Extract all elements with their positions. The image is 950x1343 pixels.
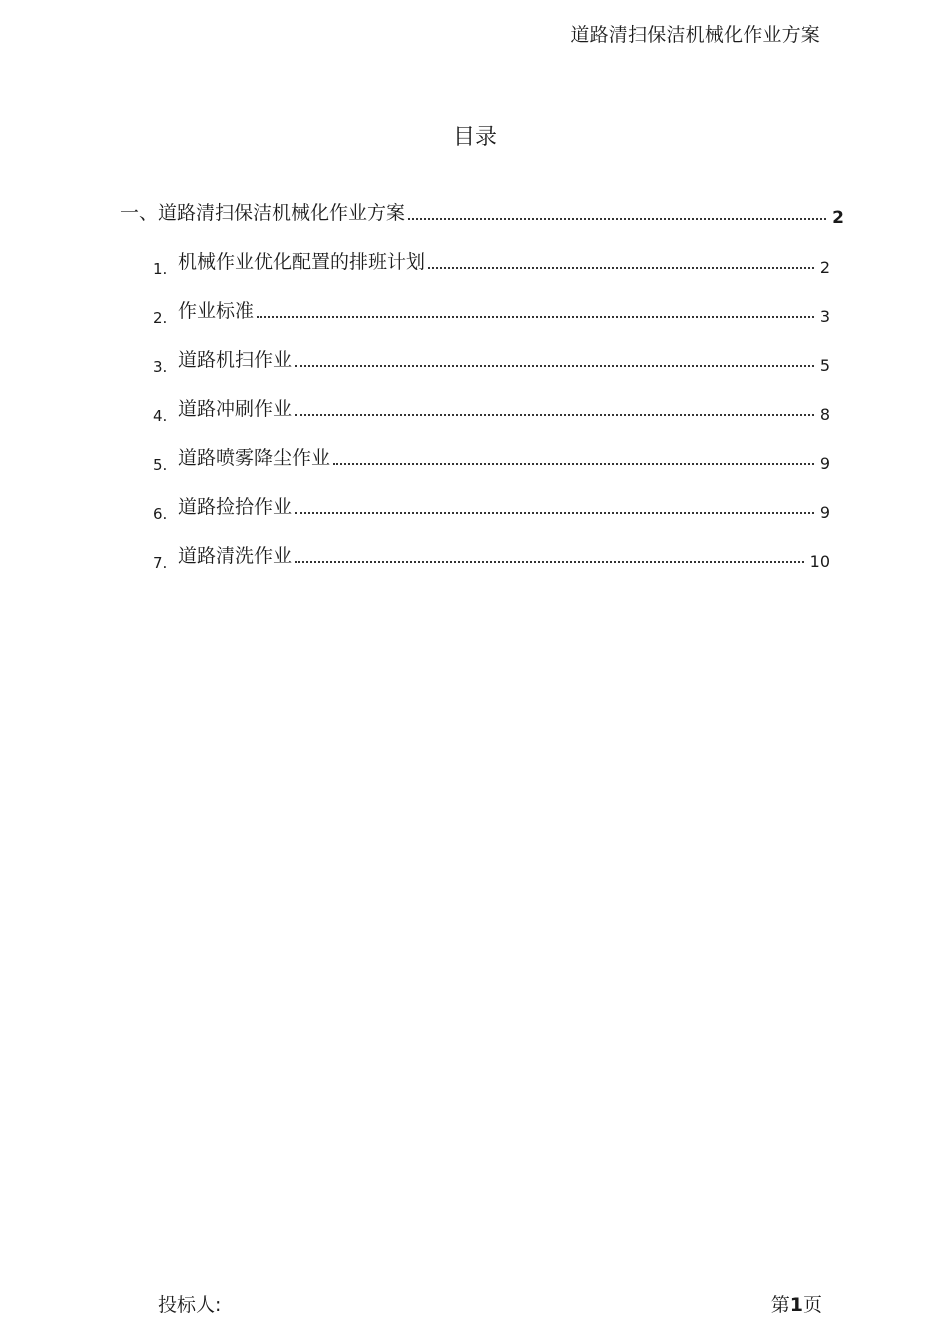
footer-page-prefix: 第 [770,1294,790,1316]
toc-entry-label: 机械作业优化配置的排班计划 [178,251,426,273]
footer-bidder-label: 投标人: [158,1294,222,1316]
toc-leader-dots [295,364,814,367]
toc-entry-number: 7. [153,554,168,572]
toc-leader-dots [333,462,814,465]
toc-entry-label: 道路清洗作业 [178,545,293,567]
toc-leader-dots [295,511,814,514]
toc-entry-page: 2 [819,258,830,277]
toc-entry-label: 道路机扫作业 [178,349,293,371]
table-of-contents [120,176,844,572]
toc-entry[interactable] [120,323,840,376]
toc-entry-page: 5 [819,356,830,375]
toc-entry-label: 道路捡拾作业 [178,496,293,518]
toc-entry-label: 道路冲刷作业 [178,398,293,420]
toc-chapter-entry[interactable] [120,176,844,228]
toc-entry-page: 8 [819,405,830,424]
toc-entry-number: 6. [153,505,168,523]
toc-chapter-page: 2 [832,208,844,228]
toc-entry-page: 10 [809,552,830,571]
toc-entry-page: 9 [819,503,830,522]
toc-entry-number: 4. [153,407,168,425]
toc-leader-dots [257,315,814,318]
footer-page-suffix: 页 [802,1294,822,1316]
toc-entry[interactable] [120,274,840,327]
toc-entry[interactable] [120,372,840,425]
toc-leader-dots [295,560,804,563]
toc-entry-number: 5. [153,456,168,474]
toc-leader-dots [408,217,826,220]
toc-title: 目录 [452,125,497,150]
toc-chapter-label: 一、道路清扫保洁机械化作业方案 [120,202,406,224]
toc-entry[interactable] [120,421,840,474]
toc-leader-dots [295,413,814,416]
toc-entry[interactable] [120,519,840,572]
toc-entry-number: 1. [153,260,168,278]
toc-entry-number: 3. [153,358,168,376]
document-header-title: 道路清扫保洁机械化作业方案 [570,24,820,46]
toc-entry-number: 2. [153,309,168,327]
toc-leader-dots [428,266,814,269]
toc-entry[interactable] [120,225,840,278]
toc-entry-page: 9 [819,454,830,473]
toc-entry[interactable] [120,470,840,523]
toc-entry-label: 作业标准 [178,300,255,322]
toc-entry-page: 3 [819,307,830,326]
toc-entry-label: 道路喷雾降尘作业 [178,447,331,469]
footer-page-indicator [771,1290,822,1317]
footer-page-number: 1 [789,1294,803,1316]
